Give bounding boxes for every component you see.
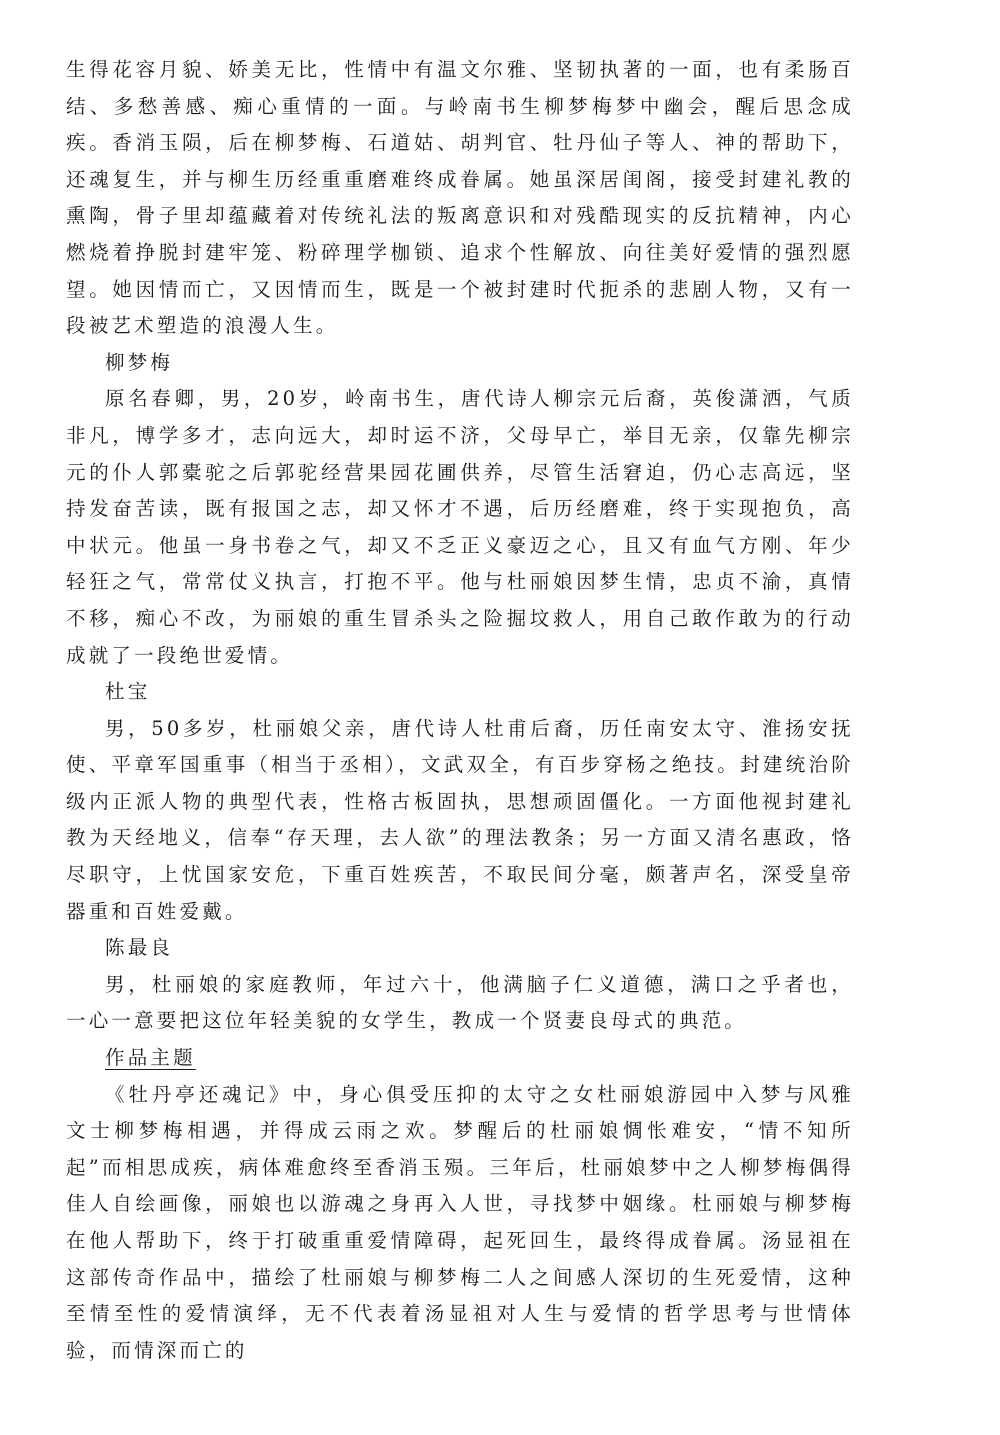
paragraph-work-theme: 《牡丹亭还魂记》中，身心俱受压抑的太守之女杜丽娘游园中入梦与风雅文士柳梦梅相遇，并得成云雨之欢。梦醒后的杜丽娘惆怅难安，“情不知所起”而相思成疾，病体难愈终至香消玉殒。三年后，杜丽娘梦中之人柳梦梅偶得佳人自绘画像，丽娘也以游魂之身再入人世，寻找梦中姻缘。杜丽娘与柳梦梅在他人帮助下，终于打破重重爱情障碍，起死回生，最终得成眷属。汤显祖在这部传奇作品中，描绘了杜丽娘与柳梦梅二人之间感人深切的生死爱情，这种至情至性的爱情演绎，无不代表着汤显祖对人生与爱情的哲学思考与世情体验，而情深而亡的: [66, 1082, 854, 1362]
heading-work-theme-text: 作品主题: [105, 1046, 196, 1070]
paragraph-du-liniang-continued: 生得花容月貌、娇美无比，性情中有温文尔雅、坚韧执著的一面，也有柔肠百结、多愁善感、痴心重情的一面。与岭南书生柳梦梅梦中幽会，醒后思念成疾。香消玉陨，后在柳梦梅、石道姑、胡判官、牡丹仙子等人、神的帮助下，还魂复生，并与柳生历经重重磨难终成眷属。她虽深居闺阁，接受封建礼教的熏陶，骨子里却蕴藏着对传统礼法的叛离意识和对残酷现实的反抗精神，内心燃烧着挣脱封建牢笼、粉碎理学枷锁、追求个性解放、向往美好爱情的强烈愿望。她因情而亡，又因情而生，既是一个被封建时代扼杀的悲剧人物，又有一段被艺术塑造的浪漫人生。: [66, 58, 854, 338]
heading-chen-zuiliang: 陈最良: [105, 936, 174, 960]
paragraph-chen-zuiliang: 男，杜丽娘的家庭教师，年过六十，他满脑子仁义道德，满口之乎者也，一心一意要把这位年轻美貌的女学生，教成一个贤妻良母式的典范。: [66, 972, 854, 1033]
paragraph-liu-mengmei: 原名春卿，男，20岁，岭南书生，唐代诗人柳宗元后裔，英俊潇洒，气质非凡，博学多才，志向远大，却时运不济，父母早亡，举目无亲，仅靠先柳宗元的仆人郭橐驼之后郭驼经营果园花圃供养，尽管生活窘迫，仍心志高远，坚持发奋苦读，既有报国之志，却又怀才不遇，后历经磨难，终于实现抱负，高中状元。他虽一身书卷之气，却又不乏正义豪迈之心，且又有血气方刚、年少轻狂之气，常常仗义执言，打抱不平。他与杜丽娘因梦生情，忠贞不渝，真情不移，痴心不改，为丽娘的重生冒杀头之险掘坟救人，用自己敢作敢为的行动成就了一段绝世爱情。: [66, 387, 854, 667]
heading-work-theme: [66, 1040, 854, 1077]
paragraph-du-bao: 男，50多岁，杜丽娘父亲，唐代诗人杜甫后裔，历任南安太守、淮扬安抚使、平章军国重事（相当于丞相），文武双全，有百步穿杨之绝技。封建统治阶级内正派人物的典型代表，性格古板固执，思想顽固僵化。一方面他视封建礼教为天经地义，信奉“存天理，去人欲”的理法教条；另一方面又清名惠政，恪尽职守，上忧国家安危，下重百姓疾苦，不取民间分毫，颇著声名，深受皇帝器重和百姓爱戴。: [66, 716, 854, 923]
heading-du-bao: 杜宝: [105, 680, 151, 704]
heading-liu-mengmei: 柳梦梅: [105, 350, 174, 374]
